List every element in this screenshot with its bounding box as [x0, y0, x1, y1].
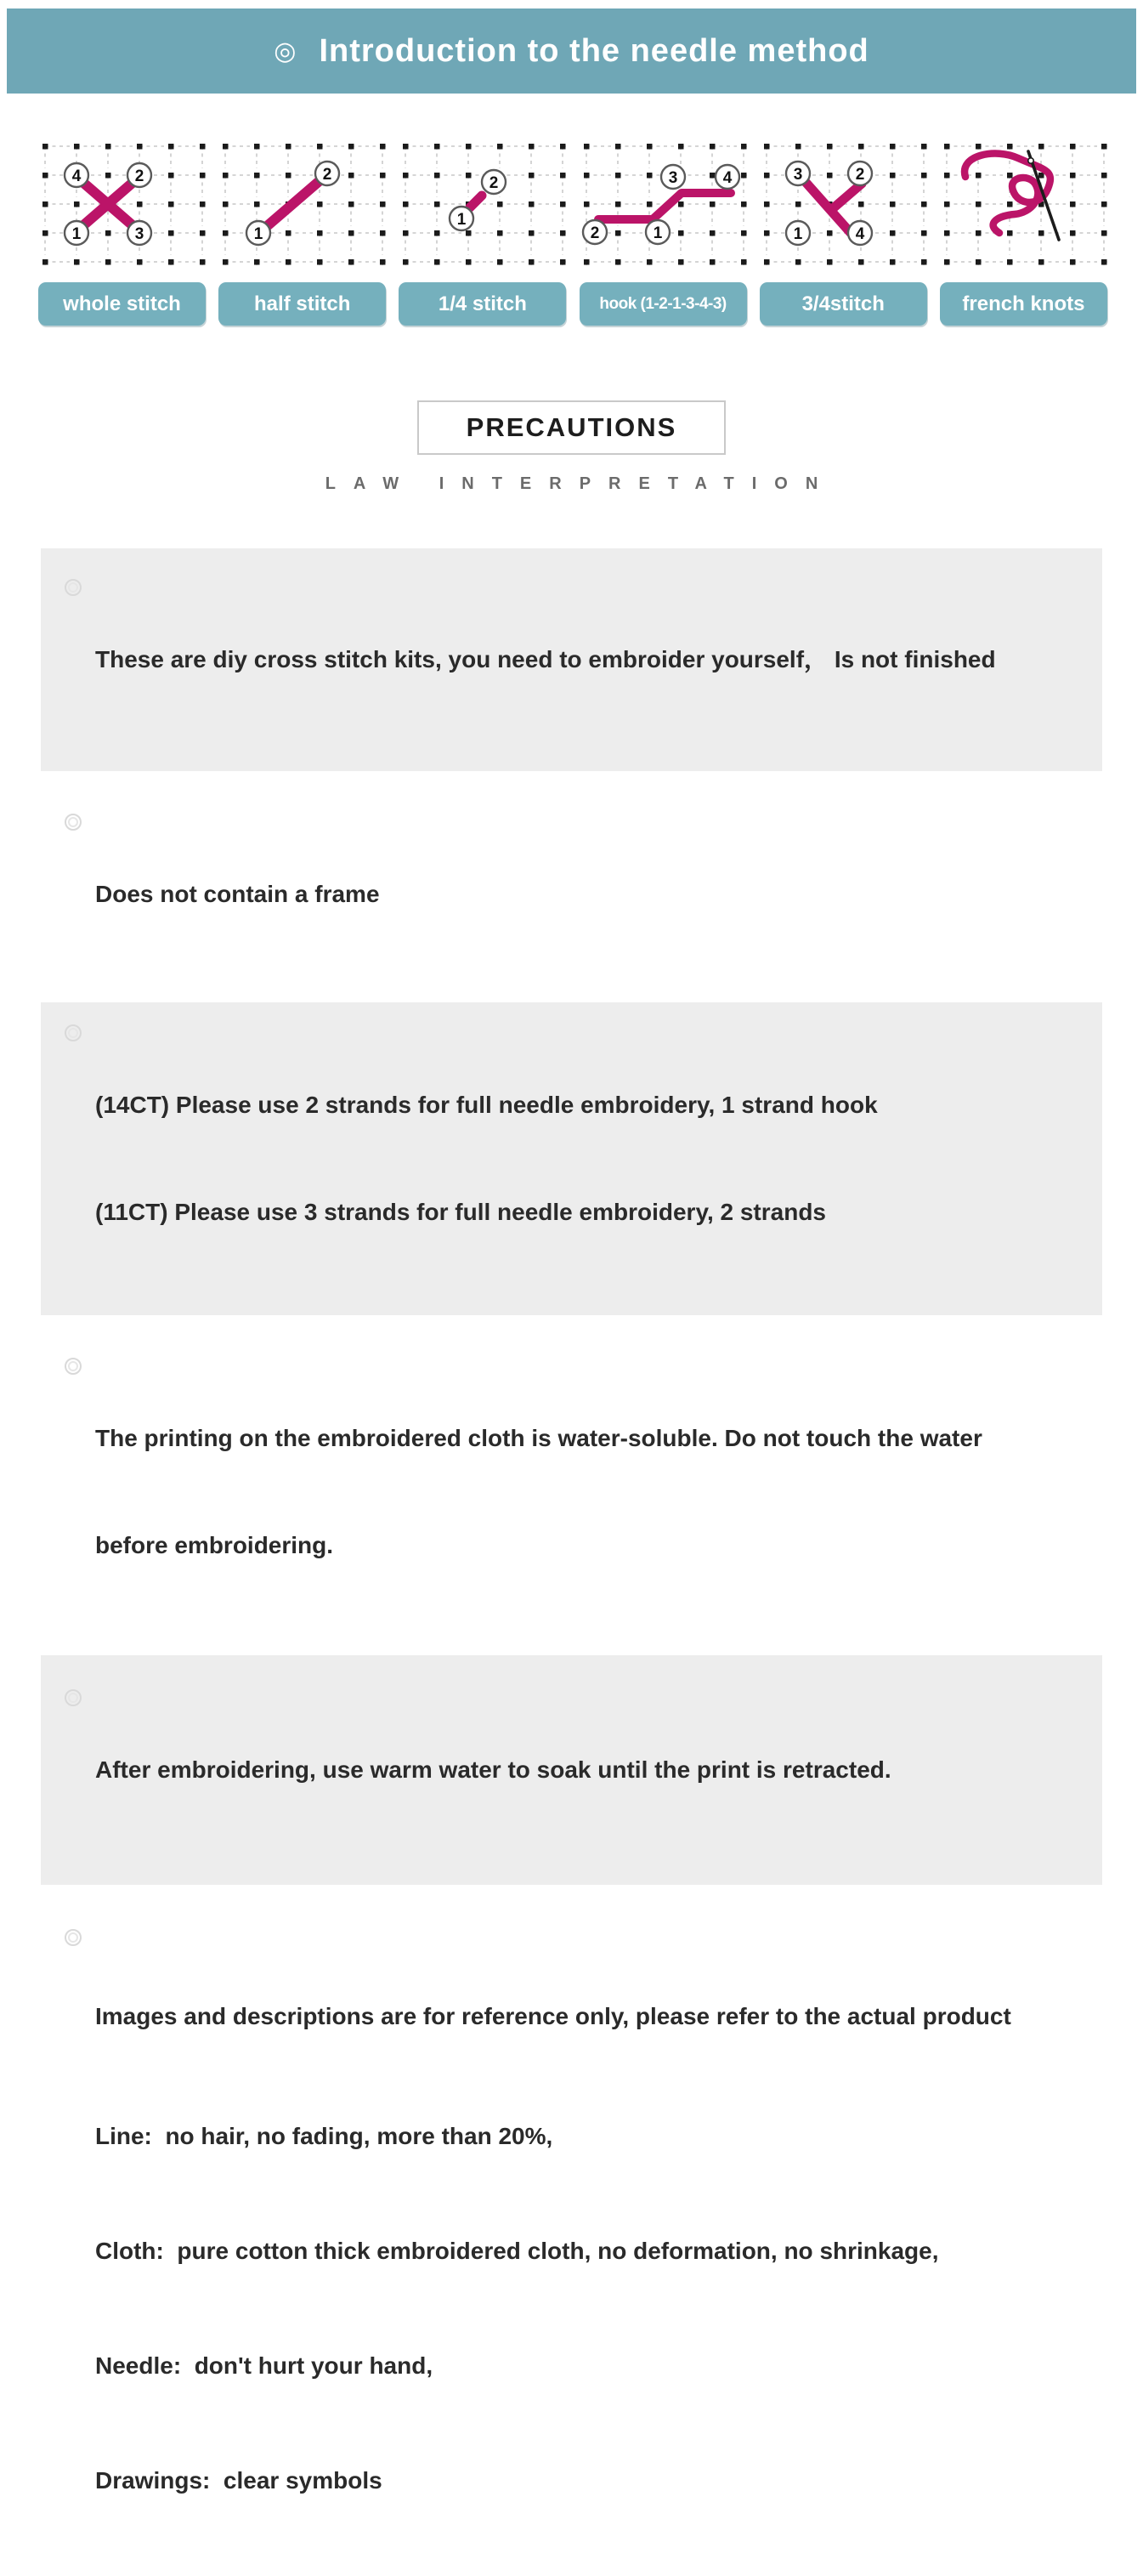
svg-text:1: 1 — [253, 225, 263, 243]
precaution-line: Does not contain a frame — [95, 881, 380, 907]
precaution-line: The printing on the embroidered cloth is water-soluble. Do not touch the water — [95, 1425, 982, 1451]
svg-text:2: 2 — [134, 167, 144, 185]
page-title: Introduction to the needle method — [319, 32, 869, 69]
svg-text:4: 4 — [71, 167, 82, 185]
svg-text:2: 2 — [322, 166, 332, 184]
bullseye-icon: ◎ — [274, 37, 297, 65]
precautions-title-box: PRECAUTIONS — [417, 400, 727, 455]
ring-bullet-icon — [65, 1929, 82, 1946]
stitch-col-quarter — [399, 139, 566, 326]
svg-text:1: 1 — [793, 225, 803, 243]
list-item — [41, 1655, 1102, 1885]
stitch-col-hook — [580, 139, 747, 326]
stitch-diagram-row — [38, 139, 1107, 326]
french-knots-diagram — [940, 139, 1107, 269]
precaution-line: Cloth: pure cotton thick embroidered cloth, no deformation, no shrinkage, — [95, 2238, 939, 2264]
ring-bullet-icon — [65, 814, 82, 831]
list-item — [41, 548, 1102, 771]
precaution-line: Drawings: clear symbols — [95, 2467, 382, 2494]
svg-text:3: 3 — [668, 169, 677, 187]
stitch-col-threequarter — [760, 139, 927, 326]
svg-text:1: 1 — [457, 211, 467, 229]
half-stitch-diagram — [218, 139, 386, 269]
svg-text:3: 3 — [134, 225, 144, 243]
stitch-label-quarter: 1/4 stitch — [399, 282, 566, 326]
stitch-col-half — [218, 139, 386, 326]
whole-stitch-diagram — [38, 139, 206, 269]
svg-text:1: 1 — [653, 224, 662, 242]
precaution-line: These are diy cross stitch kits, you need to embroider yourself， Is not finished — [95, 646, 996, 672]
precaution-line: Needle: don't hurt your hand, — [95, 2352, 433, 2379]
stitch-col-whole — [38, 139, 206, 326]
ring-bullet-icon — [65, 579, 82, 596]
header-banner — [7, 9, 1136, 94]
precaution-line: Line: no hair, no fading, more than 20%, — [95, 2123, 553, 2149]
svg-text:1: 1 — [71, 225, 82, 243]
precaution-line: Images and descriptions are for reference only, please refer to the actual product — [95, 2003, 1011, 2029]
hook-stitch-diagram — [580, 139, 747, 269]
svg-text:2: 2 — [489, 174, 499, 192]
precautions-subtitle: LAW INTERPRETATION — [325, 474, 836, 493]
stitch-label-hook: hook (1-2-1-3-4-3) — [580, 282, 747, 326]
quarter-stitch-diagram — [399, 139, 566, 269]
precaution-line: (14CT) Please use 2 strands for full needle embroidery, 1 strand hook — [95, 1092, 878, 1118]
precaution-line: (11CT) Please use 3 strands for full needle embroidery, 2 strands — [95, 1199, 827, 1225]
precaution-line: before embroidering. — [95, 1532, 334, 1558]
precautions-list — [41, 548, 1102, 2576]
list-item — [41, 1921, 1102, 2576]
svg-text:2: 2 — [855, 166, 865, 184]
ring-bullet-icon — [65, 1358, 82, 1375]
product-infographic — [0, 9, 1143, 2494]
ring-bullet-icon — [65, 1689, 82, 1706]
stitch-label-threequarter: 3/4stitch — [760, 282, 927, 326]
svg-text:3: 3 — [793, 166, 803, 184]
svg-text:4: 4 — [722, 169, 732, 187]
threequarter-stitch-diagram — [760, 139, 927, 269]
ring-bullet-icon — [65, 1024, 82, 1041]
stitch-label-half: half stitch — [218, 282, 386, 326]
svg-text:2: 2 — [590, 224, 599, 242]
stitch-label-whole: whole stitch — [38, 282, 206, 326]
precaution-line: After embroidering, use warm water to soak until the print is retracted. — [95, 1756, 891, 1783]
list-item — [41, 1349, 1102, 1635]
svg-text:4: 4 — [855, 225, 865, 243]
list-item — [41, 805, 1102, 984]
list-item — [41, 1002, 1102, 1315]
stitch-col-frenchknots — [940, 139, 1107, 326]
stitch-label-frenchknots: french knots — [940, 282, 1107, 326]
needle-eye — [1028, 158, 1033, 163]
